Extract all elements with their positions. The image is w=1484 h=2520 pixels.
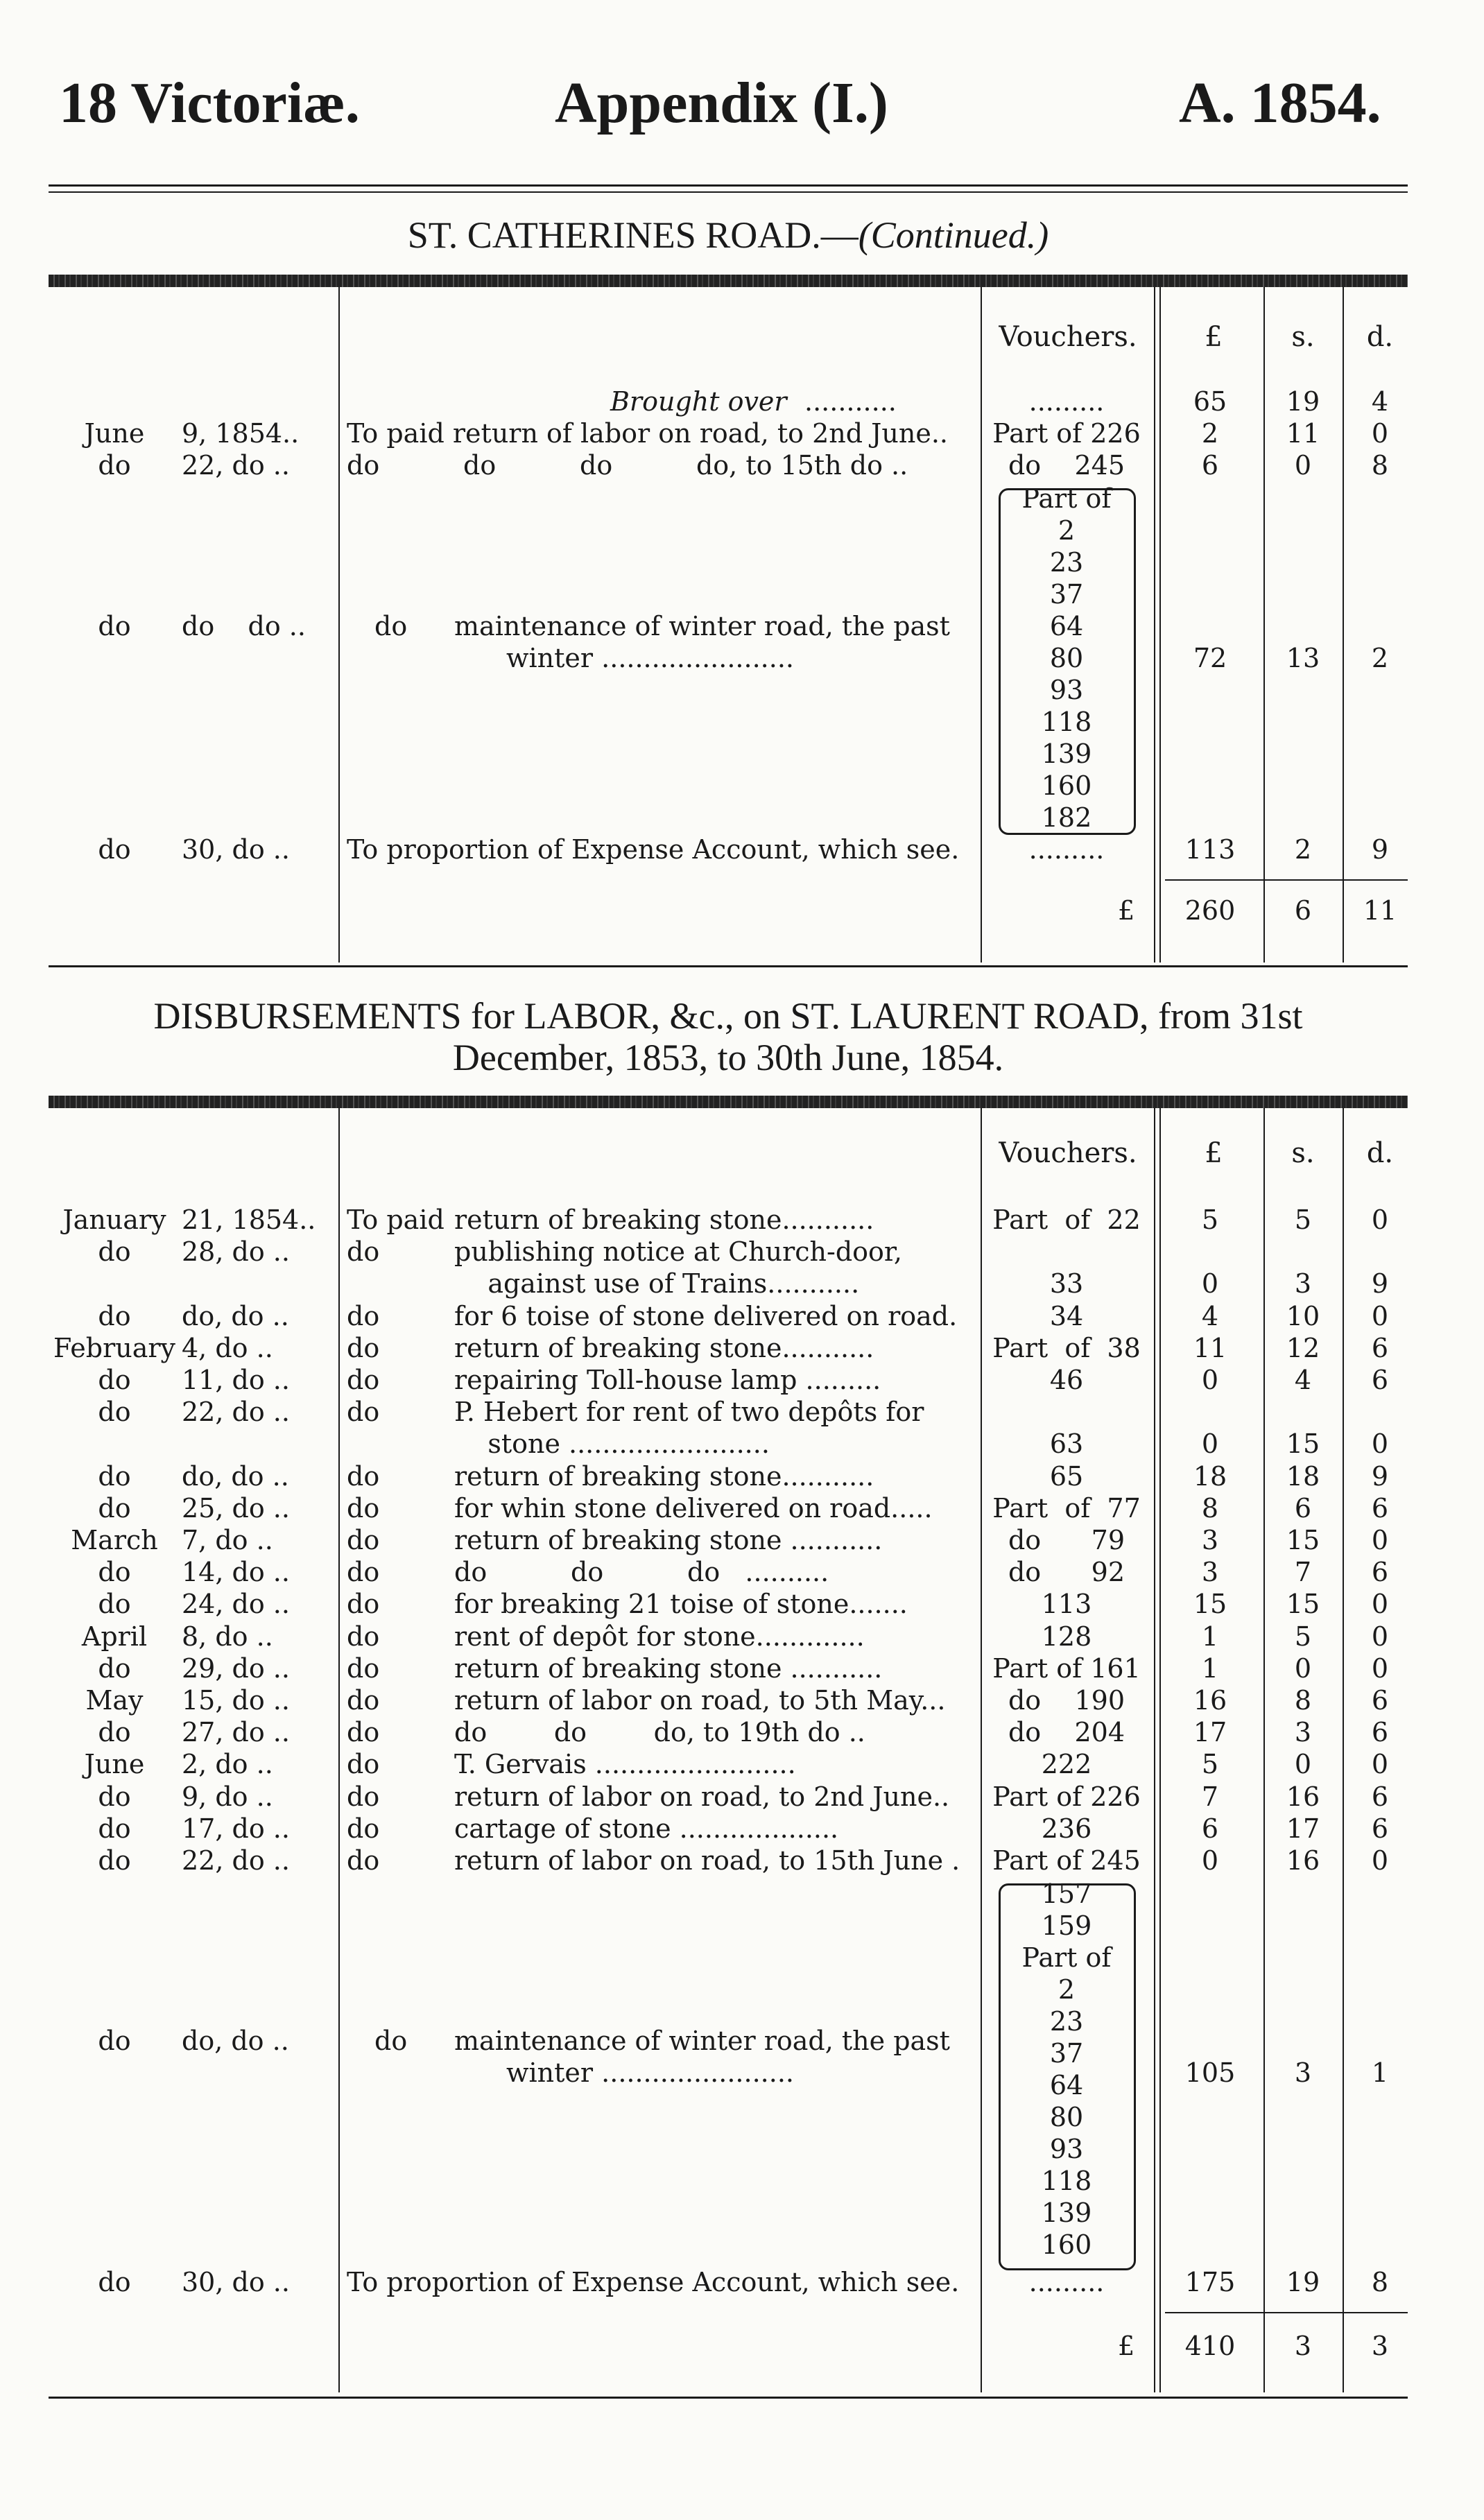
- shillings-cell: 15: [1286, 1525, 1320, 1555]
- month-cell: do: [98, 1557, 131, 1588]
- desc-cell: do do do do, to 15th do ..: [347, 450, 908, 481]
- pence-cell: 6: [1371, 1717, 1389, 1748]
- shillings-cell: 15: [1286, 1589, 1320, 1620]
- col-shillings: s.: [1291, 321, 1315, 353]
- month-cell: do: [98, 1492, 131, 1524]
- desc-cell: do do do, to 19th do ..: [454, 1717, 865, 1748]
- pounds-cell: 3: [1201, 1557, 1219, 1588]
- shillings-cell: 5: [1294, 1205, 1312, 1235]
- voucher-cell: do 204: [1008, 1717, 1125, 1748]
- voucher-cell: Part of 77: [992, 1492, 1141, 1524]
- day-cell: 22, do ..: [182, 1845, 290, 1876]
- header-rule: [49, 184, 1408, 187]
- section2-title: DISBURSEMENTS for LABOR, &c., on ST. LAURENT ROAD, from 31st December, 1853, to 30th June, 1854.: [153, 995, 1303, 1078]
- do-cell: do: [347, 1717, 380, 1748]
- desc-cell: return of breaking stone...........: [454, 1332, 874, 1363]
- do-cell: do: [347, 1492, 380, 1524]
- voucher-cell: 65: [1049, 1460, 1084, 1492]
- day-cell: 14, do ..: [182, 1557, 290, 1588]
- month-cell: June: [84, 1749, 145, 1780]
- do-cell: do: [347, 1749, 380, 1780]
- desc-cell: winter .......................: [506, 2057, 794, 2088]
- month-cell: do: [98, 611, 131, 641]
- table-row: [0, 1781, 1484, 1813]
- table-row: [0, 1652, 1484, 1684]
- do-cell: do: [347, 1460, 380, 1492]
- month-cell: do: [98, 450, 131, 481]
- leader-dots: ...........: [804, 386, 897, 417]
- total-rule: [1165, 2312, 1408, 2313]
- desc-cell: To proportion of Expense Account, which see.: [347, 2267, 960, 2297]
- shillings-cell: 0: [1294, 1652, 1312, 1684]
- do-cell: do: [347, 1300, 380, 1331]
- pounds-cell: 18: [1193, 1460, 1227, 1492]
- pence-cell: 6: [1371, 1813, 1389, 1844]
- header-left: 18 Victoriæ.: [59, 71, 360, 135]
- table-row: [0, 2266, 1484, 2298]
- voucher-cell: Part of 226: [992, 1781, 1141, 1812]
- table-row: [0, 1748, 1484, 1780]
- shillings-cell: 10: [1286, 1300, 1320, 1331]
- do-cell: do: [374, 2026, 408, 2056]
- col-pounds: £: [1205, 321, 1223, 353]
- total-symbol: £: [1118, 895, 1135, 926]
- pounds-cell: 0: [1201, 1429, 1219, 1460]
- month-cell: do: [98, 834, 131, 865]
- pence-cell: 6: [1371, 1492, 1389, 1524]
- pounds-cell: 0: [1201, 1365, 1219, 1395]
- shillings-cell: 7: [1294, 1557, 1312, 1588]
- shillings-cell: 3: [1294, 2057, 1312, 2088]
- pounds-cell: 5: [1201, 1749, 1219, 1780]
- do-cell: To paid: [347, 1205, 445, 1235]
- do-cell: do: [347, 1332, 380, 1363]
- col-pence: d.: [1366, 321, 1394, 353]
- day-cell: do do ..: [182, 611, 306, 641]
- table-row: [0, 1460, 1484, 1492]
- voucher-cell: 46: [1049, 1365, 1084, 1395]
- table-row: [0, 417, 1484, 449]
- day-cell: 11, do ..: [182, 1365, 290, 1395]
- pence-cell: 6: [1371, 1557, 1389, 1588]
- do-cell: do: [347, 1621, 380, 1652]
- table-row: [0, 610, 1484, 642]
- month-cell: do: [98, 1781, 131, 1812]
- day-cell: do, do ..: [182, 1460, 289, 1492]
- pounds-cell: 3: [1201, 1525, 1219, 1555]
- shillings-cell: 0: [1294, 1749, 1312, 1780]
- pence-cell: 9: [1371, 1268, 1389, 1300]
- table-row: [0, 386, 1484, 417]
- section1-top-rule: [49, 275, 1408, 287]
- day-cell: 22, do ..: [182, 450, 290, 481]
- pence-cell: 6: [1371, 1365, 1389, 1395]
- table-row: [0, 449, 1484, 481]
- table-row: [0, 1684, 1484, 1716]
- table-row: [0, 1621, 1484, 1652]
- day-cell: 30, do ..: [182, 834, 290, 865]
- day-cell: 24, do ..: [182, 1589, 290, 1620]
- pence-cell: 2: [1371, 643, 1389, 673]
- pounds-cell: 65: [1193, 386, 1227, 417]
- header-rule-2: [49, 191, 1408, 193]
- total-rule: [1165, 879, 1408, 881]
- table-row: [0, 1236, 1484, 1268]
- table-row: [0, 834, 1484, 865]
- table-row: [0, 1556, 1484, 1588]
- total-pounds: 410: [1184, 2331, 1236, 2361]
- section2-top-rule: [49, 1096, 1408, 1108]
- desc-cell: To paid return of labor on road, to 2nd June..: [347, 418, 949, 449]
- pounds-cell: 0: [1201, 1268, 1219, 1300]
- voucher-cell: 113: [1041, 1589, 1092, 1620]
- table-row: [0, 1588, 1484, 1620]
- shillings-cell: 16: [1286, 1781, 1320, 1812]
- shillings-cell: 5: [1294, 1621, 1312, 1652]
- header-center: Appendix (I.): [555, 71, 888, 135]
- shillings-cell: 0: [1294, 450, 1312, 481]
- do-cell: do: [347, 1397, 380, 1428]
- month-cell: do: [98, 1845, 131, 1876]
- total-shillings: 6: [1294, 895, 1312, 926]
- day-cell: 2, do ..: [182, 1749, 273, 1780]
- pounds-cell: 6: [1201, 1813, 1219, 1844]
- day-cell: 8, do ..: [182, 1621, 273, 1652]
- pounds-cell: 6: [1201, 450, 1219, 481]
- section1-title: ST. CATHERINES ROAD.—(Continued.): [407, 214, 1049, 256]
- day-cell: 25, do ..: [182, 1492, 290, 1524]
- voucher-cell: 63: [1049, 1429, 1084, 1460]
- do-cell: do: [347, 1813, 380, 1844]
- shillings-cell: 16: [1286, 1845, 1320, 1876]
- day-cell: do, do ..: [182, 1300, 289, 1331]
- pence-cell: 0: [1371, 1652, 1389, 1684]
- shillings-cell: 3: [1294, 1717, 1312, 1748]
- desc-cell: stone ........................: [454, 1429, 770, 1460]
- section1-bottom-rule: [49, 965, 1408, 967]
- col-pounds: £: [1205, 1137, 1223, 1169]
- day-cell: 17, do ..: [182, 1813, 290, 1844]
- voucher-cell: do 245: [1008, 450, 1125, 481]
- pounds-cell: 4: [1201, 1300, 1219, 1331]
- pence-cell: 0: [1371, 1845, 1389, 1876]
- desc-cell: repairing Toll-house lamp .........: [454, 1365, 881, 1395]
- voucher-cell: 222: [1041, 1749, 1092, 1780]
- pounds-cell: 16: [1193, 1685, 1227, 1716]
- pounds-cell: 105: [1184, 2057, 1236, 2088]
- month-cell: do: [98, 1589, 131, 1620]
- pounds-cell: 113: [1184, 834, 1236, 865]
- pounds-cell: 8: [1201, 1492, 1219, 1524]
- desc-cell: winter .......................: [506, 643, 794, 673]
- shillings-cell: 4: [1294, 1365, 1312, 1395]
- pounds-cell: 7: [1201, 1781, 1219, 1812]
- shillings-cell: 13: [1286, 643, 1320, 673]
- table-row: [0, 1524, 1484, 1556]
- voucher-cell: .........: [1028, 386, 1105, 417]
- desc-cell: rent of depôt for stone.............: [454, 1621, 865, 1652]
- month-cell: do: [98, 1652, 131, 1684]
- do-cell: do: [374, 611, 408, 641]
- desc-cell: T. Gervais ........................: [454, 1749, 796, 1780]
- table-row: [0, 1396, 1484, 1428]
- do-cell: do: [347, 1557, 380, 1588]
- voucher-cell: Part of 161: [992, 1652, 1141, 1684]
- pounds-cell: 17: [1193, 1717, 1227, 1748]
- voucher-cell: 33: [1049, 1268, 1084, 1300]
- desc-cell: return of breaking stone ...........: [454, 1652, 883, 1684]
- shillings-cell: 15: [1286, 1429, 1320, 1460]
- month-cell: do: [98, 2267, 131, 2297]
- table-row: [0, 1845, 1484, 1876]
- table-row: [0, 1716, 1484, 1748]
- col-shillings: s.: [1291, 1137, 1315, 1169]
- col-vouchers: Vouchers.: [999, 321, 1137, 353]
- total-shillings: 3: [1294, 2331, 1312, 2361]
- month-cell: June: [84, 418, 145, 449]
- brought-over-label: Brought over: [610, 386, 787, 417]
- month-cell: do: [98, 1236, 131, 1268]
- table-row: [0, 1364, 1484, 1396]
- shillings-cell: 19: [1286, 386, 1320, 417]
- do-cell: do: [347, 1365, 380, 1395]
- do-cell: do: [347, 1589, 380, 1620]
- table-row: [0, 642, 1484, 674]
- table-row: [0, 2025, 1484, 2057]
- voucher-cell: do 79: [1008, 1525, 1125, 1555]
- pounds-cell: 15: [1193, 1589, 1227, 1620]
- table-row: [0, 1332, 1484, 1364]
- do-cell: do: [347, 1525, 380, 1555]
- pounds-cell: 11: [1193, 1332, 1227, 1363]
- total-row: [0, 2330, 1484, 2362]
- month-cell: January: [62, 1205, 166, 1235]
- table-row: [0, 1428, 1484, 1460]
- day-cell: 27, do ..: [182, 1717, 290, 1748]
- table-row: [0, 1492, 1484, 1524]
- day-cell: 9, 1854..: [182, 418, 300, 449]
- col-vouchers: Vouchers.: [999, 1137, 1137, 1169]
- month-cell: do: [98, 1813, 131, 1844]
- do-cell: do: [347, 1652, 380, 1684]
- table-row: [0, 1300, 1484, 1332]
- pence-cell: 0: [1371, 418, 1389, 449]
- desc-cell: publishing notice at Church-door,: [454, 1236, 902, 1268]
- total-symbol: £: [1118, 2331, 1135, 2361]
- month-cell: April: [81, 1621, 148, 1652]
- shillings-cell: 19: [1286, 2267, 1320, 2297]
- desc-cell: return of labor on road, to 15th June .: [454, 1845, 960, 1876]
- pounds-cell: 0: [1201, 1845, 1219, 1876]
- total-row: [0, 895, 1484, 926]
- table-row: [0, 1204, 1484, 1236]
- day-cell: do, do ..: [182, 2026, 289, 2056]
- pence-cell: 0: [1371, 1525, 1389, 1555]
- desc-cell: maintenance of winter road, the past: [454, 611, 950, 641]
- pence-cell: 0: [1371, 1205, 1389, 1235]
- voucher-cell: 128: [1041, 1621, 1092, 1652]
- pence-cell: 0: [1371, 1429, 1389, 1460]
- shillings-cell: 11: [1286, 418, 1320, 449]
- desc-cell: for 6 toise of stone delivered on road.: [454, 1300, 958, 1331]
- pence-cell: 6: [1371, 1781, 1389, 1812]
- do-cell: do: [347, 1845, 380, 1876]
- do-cell: do: [347, 1781, 380, 1812]
- day-cell: 29, do ..: [182, 1652, 290, 1684]
- desc-cell: for breaking 21 toise of stone.......: [454, 1589, 908, 1620]
- month-cell: do: [98, 1397, 131, 1428]
- day-cell: 7, do ..: [182, 1525, 273, 1555]
- header-right: A. 1854.: [1179, 71, 1381, 135]
- desc-cell: against use of Trains...........: [454, 1268, 860, 1300]
- pence-cell: 0: [1371, 1589, 1389, 1620]
- desc-cell: return of breaking stone...........: [454, 1205, 874, 1235]
- pounds-cell: 72: [1193, 643, 1227, 673]
- month-cell: do: [98, 1300, 131, 1331]
- voucher-cell: Part of 38: [992, 1332, 1141, 1363]
- table-row: [0, 2057, 1484, 2089]
- pence-cell: 9: [1371, 834, 1389, 865]
- month-cell: February: [53, 1332, 176, 1363]
- pence-cell: 9: [1371, 1460, 1389, 1492]
- desc-cell: To proportion of Expense Account, which see.: [347, 834, 960, 865]
- total-pence: 3: [1371, 2331, 1389, 2361]
- voucher-cell: 34: [1049, 1300, 1084, 1331]
- voucher-cell: do 92: [1008, 1557, 1125, 1588]
- desc-cell: cartage of stone ...................: [454, 1813, 839, 1844]
- shillings-cell: 18: [1286, 1460, 1320, 1492]
- day-cell: 28, do ..: [182, 1236, 290, 1268]
- desc-cell: return of breaking stone...........: [454, 1460, 874, 1492]
- day-cell: 4, do ..: [182, 1332, 273, 1363]
- day-cell: 9, do ..: [182, 1781, 273, 1812]
- month-cell: do: [98, 1365, 131, 1395]
- shillings-cell: 6: [1294, 1492, 1312, 1524]
- day-cell: 21, 1854..: [182, 1205, 316, 1235]
- day-cell: 30, do ..: [182, 2267, 290, 2297]
- voucher-cell: .........: [1028, 834, 1105, 865]
- pence-cell: 1: [1371, 2057, 1389, 2088]
- pence-cell: 8: [1371, 450, 1389, 481]
- voucher-list: Part of 2 23 37 64 80 93 118 139 160 182: [1021, 483, 1112, 833]
- pence-cell: 4: [1371, 386, 1389, 417]
- col-pence: d.: [1366, 1137, 1394, 1169]
- month-cell: do: [98, 2026, 131, 2056]
- shillings-cell: 3: [1294, 1268, 1312, 1300]
- shillings-cell: 17: [1286, 1813, 1320, 1844]
- shillings-cell: 2: [1294, 834, 1312, 865]
- pounds-cell: 1: [1201, 1652, 1219, 1684]
- month-cell: March: [71, 1525, 158, 1555]
- do-cell: do: [347, 1685, 380, 1716]
- pounds-cell: 5: [1201, 1205, 1219, 1235]
- voucher-cell: .........: [1028, 2267, 1105, 2297]
- day-cell: 22, do ..: [182, 1397, 290, 1428]
- desc-cell: return of breaking stone ...........: [454, 1525, 883, 1555]
- voucher-cell: Part of 245: [992, 1845, 1141, 1876]
- month-cell: do: [98, 1460, 131, 1492]
- voucher-cell: 236: [1041, 1813, 1092, 1844]
- voucher-cell: Part of 226: [992, 418, 1141, 449]
- pounds-cell: 2: [1201, 418, 1219, 449]
- pence-cell: 0: [1371, 1300, 1389, 1331]
- do-cell: do: [347, 1236, 380, 1268]
- month-cell: May: [85, 1685, 144, 1716]
- pounds-cell: 175: [1184, 2267, 1236, 2297]
- month-cell: do: [98, 1717, 131, 1748]
- pence-cell: 6: [1371, 1685, 1389, 1716]
- pence-cell: 0: [1371, 1621, 1389, 1652]
- voucher-cell: Part of 22: [992, 1205, 1141, 1235]
- total-pounds: 260: [1184, 895, 1236, 926]
- table-row: [0, 1268, 1484, 1300]
- day-cell: 15, do ..: [182, 1685, 290, 1716]
- table-row: [0, 1813, 1484, 1845]
- desc-cell: return of labor on road, to 5th May...: [454, 1685, 946, 1716]
- pence-cell: 8: [1371, 2267, 1389, 2297]
- voucher-cell: do 190: [1008, 1685, 1125, 1716]
- desc-cell: P. Hebert for rent of two depôts for: [454, 1397, 924, 1428]
- voucher-list: 157 159 Part of 2 23 37 64 80 93 118 139 160: [1021, 1879, 1112, 2260]
- pence-cell: 6: [1371, 1332, 1389, 1363]
- shillings-cell: 12: [1286, 1332, 1320, 1363]
- total-pence: 11: [1363, 895, 1397, 926]
- pence-cell: 0: [1371, 1749, 1389, 1780]
- shillings-cell: 8: [1294, 1685, 1312, 1716]
- desc-cell: return of labor on road, to 2nd June..: [454, 1781, 950, 1812]
- pounds-cell: 1: [1201, 1621, 1219, 1652]
- desc-cell: for whin stone delivered on road.....: [454, 1492, 933, 1524]
- desc-cell: maintenance of winter road, the past: [454, 2026, 950, 2056]
- desc-cell: do do do ..........: [454, 1557, 829, 1588]
- section2-bottom-rule: [49, 2397, 1408, 2399]
